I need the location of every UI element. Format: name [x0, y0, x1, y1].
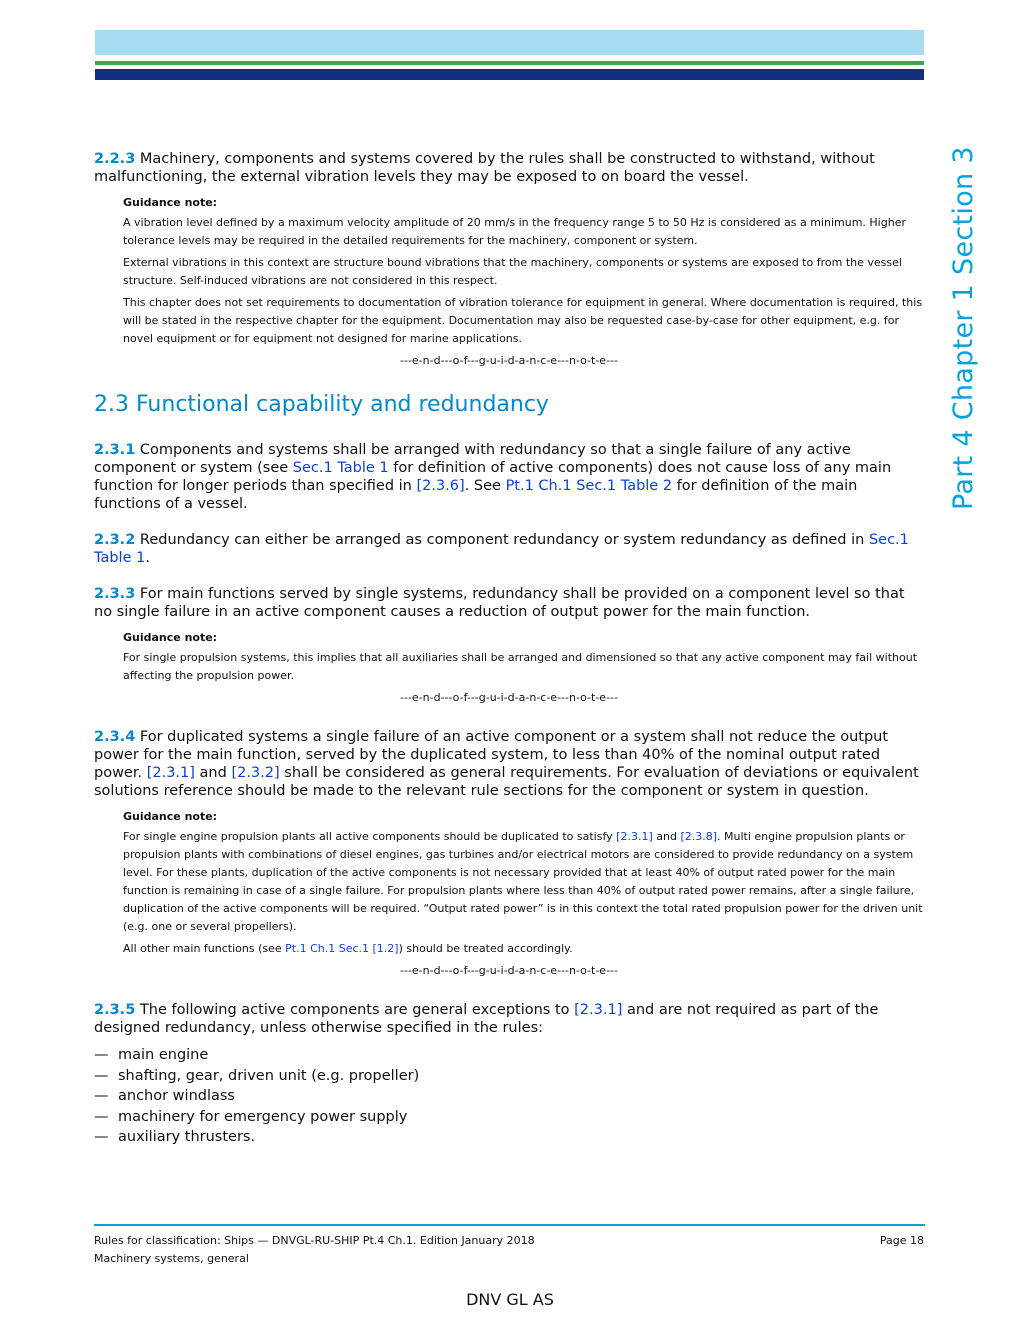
list-item: — main engine: [94, 1047, 209, 1063]
section-number: 2.3.3: [94, 586, 136, 602]
cross-reference-link[interactable]: Pt.1 Ch.1 Sec.1 [1.2]: [285, 942, 399, 955]
cross-reference-link[interactable]: Sec.1 Table 1: [94, 532, 909, 566]
guidance-title: Guidance note:: [123, 196, 218, 209]
cross-reference-link[interactable]: Sec.1 Table 1: [292, 460, 389, 476]
page-number: Page 18: [879, 1234, 924, 1247]
company-name: DNV GL AS: [466, 1290, 554, 1309]
footer-subtitle: Machinery systems, general: [94, 1252, 249, 1265]
guidance-end-marker: ---e-n-d---o-f---g-u-i-d-a-n-c-e---n-o-t-e---: [400, 354, 618, 367]
footer-document-info: [94, 1232, 535, 1268]
guidance-text: External vibrations in this context are structure bound vibrations that the machinery, components or systems are exposed to from the vessel structure. Self-induced vibrations are not considered in this respect.: [123, 256, 902, 287]
document-body: [94, 150, 924, 1148]
list-item: — auxiliary thrusters.: [94, 1129, 256, 1145]
paragraph-2-3-4: 2.3.4 For duplicated systems a single failure of an active component or a system shall not reduce the output power for the main function, served by the duplicated system, to less than 40% of the nominal output rated power. [2.3.1] and [2.3.2] shall be considered as general requirements. For evaluation of deviations or equivalent solutions reference should be made to the relevant rule sections for the component or system in question.: [94, 729, 919, 799]
side-section-label: Part 4 Chapter 1 Section 3: [948, 146, 979, 510]
section-heading: 2.3 Functional capability and redundancy: [94, 392, 549, 417]
guidance-note: [123, 629, 924, 685]
guidance-title: Guidance note:: [123, 810, 218, 823]
list-item: — machinery for emergency power supply: [94, 1108, 408, 1125]
list-item: — anchor windlass: [94, 1088, 235, 1104]
cross-reference-link[interactable]: Pt.1 Ch.1 Sec.1 Table 2: [505, 478, 673, 494]
guidance-end-marker: ---e-n-d---o-f---g-u-i-d-a-n-c-e---n-o-t-e---: [400, 691, 618, 704]
guidance-text: This chapter does not set requirements to documentation of vibration tolerance for equipment in general. Where documentation is required, this will be stated in the respective chapter for the equipment. Documentation may also be requested case-by-case for other equipment, e.g. for novel equipment or for equipment not designed for marine applications.: [123, 296, 923, 345]
guidance-text: For single propulsion systems, this implies that all auxiliaries shall be arranged and dimensioned so that any active component may fail without affecting the propulsion power.: [123, 651, 918, 682]
guidance-text: For single engine propulsion plants all active components should be duplicated to satisfy [2.3.1] and [2.3.8]. Multi engine propulsion plants or propulsion plants with combinations of diesel engines, gas turbines and/or electrical motors are considered to provide redundancy on a system level. For these plants, duplication of the active components is not necessary provided that at least 40% of output rated power for the main function is remaining in case of a single failure. For propulsion plants where less than 40% of output rated power remains, after a single failure, duplication of the active components will be required. “Output rated power” is in this context the total rated propulsion power for the driven unit (e.g. one or several propellers).: [123, 830, 923, 933]
cross-reference-link[interactable]: [2.3.2]: [231, 765, 280, 781]
guidance-text: A vibration level defined by a maximum velocity amplitude of 20 mm/s in the frequency range 5 to 50 Hz is considered as a minimum. Higher tolerance levels may be required in the detailed requirements for the machinery, component or system.: [123, 216, 906, 247]
paragraph-2-3-5: 2.3.5 The following active components are general exceptions to [2.3.1] and are not required as part of the designed redundancy, unless otherwise specified in the rules:: [94, 1002, 879, 1036]
section-number: 2.3.1: [94, 442, 136, 458]
cross-reference-link[interactable]: [2.3.1]: [616, 830, 653, 843]
guidance-text: All other main functions (see Pt.1 Ch.1 Sec.1 [1.2]) should be treated accordingly.: [123, 942, 573, 955]
footer-divider: [94, 1224, 925, 1226]
paragraph-2-3-2: 2.3.2 Redundancy can either be arranged as component redundancy or system redundancy as defined in Sec.1 Table 1.: [94, 532, 909, 566]
cross-reference-link[interactable]: [2.3.1]: [574, 1002, 623, 1018]
list-item: — shafting, gear, driven unit (e.g. propeller): [94, 1067, 420, 1084]
guidance-title: Guidance note:: [123, 631, 218, 644]
paragraph-2-3-1: 2.3.1 Components and systems shall be arranged with redundancy so that a single failure of any active component or system (see Sec.1 Table 1 for definition of active components) does not cause loss of any main function for longer periods than specified in [2.3.6]. See Pt.1 Ch.1 Sec.1 Table 2 for definition of the main functions of a vessel.: [94, 442, 892, 512]
cross-reference-link[interactable]: [2.3.1]: [146, 765, 195, 781]
section-number: 2.2.3: [94, 151, 136, 167]
cross-reference-link[interactable]: [2.3.8]: [680, 830, 718, 843]
cross-reference-link[interactable]: [2.3.6]: [416, 478, 465, 494]
guidance-end-marker: ---e-n-d---o-f---g-u-i-d-a-n-c-e---n-o-t-e---: [400, 964, 618, 977]
guidance-note: [123, 194, 924, 348]
header-band-light: [95, 30, 924, 55]
section-number: 2.3.2: [94, 532, 136, 548]
header-stripe-navy: [95, 69, 924, 80]
guidance-note: [123, 808, 924, 958]
paragraph-2-2-3: [94, 150, 924, 186]
footer-rules-title: Rules for classification: Ships — DNVGL-RU-SHIP Pt.4 Ch.1. Edition January 2018: [94, 1234, 535, 1247]
exception-list: [94, 1045, 924, 1148]
paragraph-text: Machinery, components and systems covered by the rules shall be constructed to withstand, without malfunctioning, the external vibration levels they may be exposed to on board the vessel.: [94, 151, 875, 185]
paragraph-2-3-3: 2.3.3 For main functions served by single systems, redundancy shall be provided on a component level so that no single failure in an active component causes a reduction of output power for the main function.: [94, 586, 905, 620]
section-number: 2.3.4: [94, 729, 136, 745]
header-stripe-green: [95, 61, 924, 65]
section-number: 2.3.5: [94, 1002, 136, 1018]
